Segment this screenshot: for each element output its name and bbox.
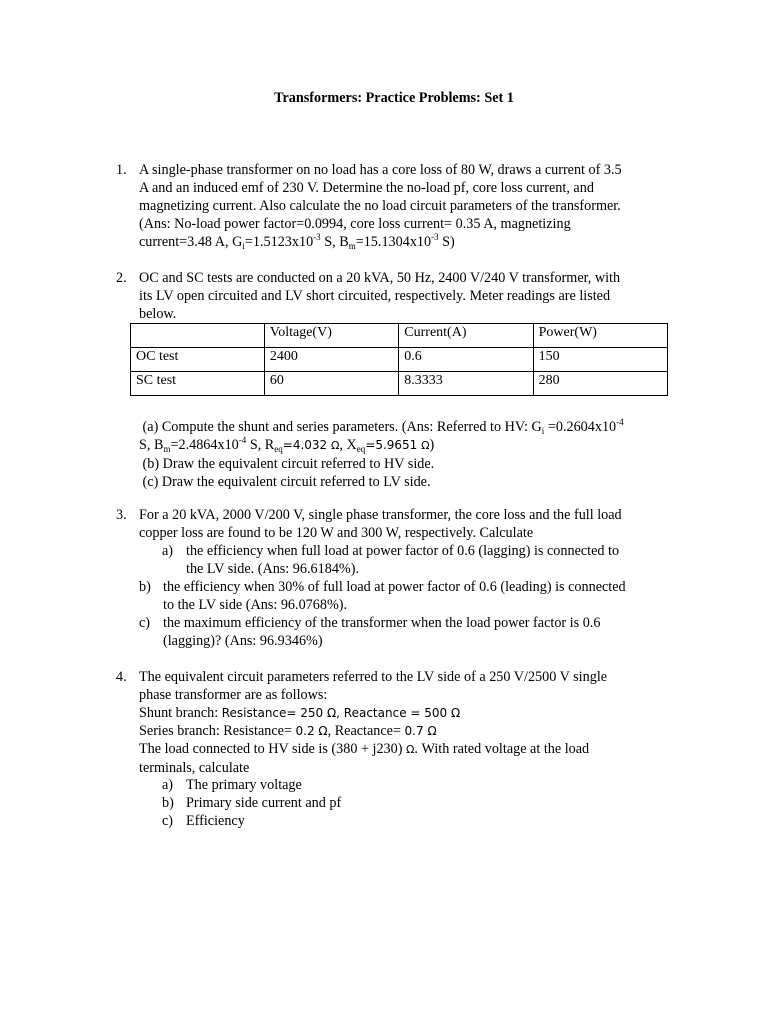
problem-2-parts (139, 418, 676, 491)
problem-number: 3. (116, 507, 127, 523)
problem-3-part-a: a) the efficiency when full load at power factor of 0.6 (lagging) is connected to the LV side. (Ans: 96.6184%). (162, 543, 620, 577)
ohm-symbol: Ω (421, 439, 430, 452)
table-cell: 8.3333 (399, 372, 533, 396)
ohm-symbol: Ω (406, 743, 415, 756)
problem-4-part-a: a) The primary voltage (162, 777, 302, 793)
problem-2-line-2: its LV open circuited and LV short circuited, respectively. Meter readings are listed (139, 288, 611, 304)
table-cell: 2400 (264, 348, 398, 372)
problem-2-line-1: OC and SC tests are conducted on a 20 kVA, 50 Hz, 2400 V/240 V transformer, with (139, 270, 621, 286)
table-cell: 150 (533, 348, 667, 372)
problem-4-part-b: b) Primary side current and pf (162, 795, 342, 811)
problem-4-series-branch: Series branch: Resistance= 0.2 Ω, Reactance= 0.7 Ω (139, 723, 437, 739)
problem-3-part-b: b) the efficiency when 30% of full load at power factor of 0.6 (leading) is connected to the LV side (Ans: 96.0768%). (139, 579, 626, 613)
problem-4-terminals-line: terminals, calculate (139, 760, 250, 776)
problem-4-shunt-branch: Shunt branch: Resistance= 250 Ω, Reactance = 500 Ω (139, 705, 461, 721)
problem-1 (116, 161, 676, 251)
table-header-row (131, 324, 668, 348)
problem-4-line-2: phase transformer are as follows: (139, 687, 328, 703)
table-header-cell (131, 324, 265, 348)
table-cell: 0.6 (399, 348, 533, 372)
table-row (131, 372, 668, 396)
ohm-symbol: Ω (331, 439, 340, 452)
problem-4-part-c: c) Efficiency (162, 813, 245, 829)
problem-3-part-c: c) the maximum efficiency of the transformer when the load power factor is 0.6 (lagging)? (Ans: 96.9346%) (139, 615, 601, 649)
problem-1-answer-line-2: current=3.48 A, $G_i=1.5123x10^{-3}$ S, $B_m=15.1304x10^{-3}$ S) (139, 232, 455, 251)
problem-1-answer-line-1: (Ans: No-load power factor=0.0994, core loss current= 0.35 A, magnetizing (139, 216, 571, 232)
problem-number: 1. (116, 162, 127, 178)
problem-1-line-1: A single-phase transformer on no load has a core loss of 80 W, draws a current of 3.5 (139, 162, 622, 178)
problem-2-part-b: (b) Draw the equivalent circuit referred to HV side. (142, 456, 435, 472)
table-cell: 60 (264, 372, 398, 396)
table-header-cell: Voltage(V) (264, 324, 398, 348)
problem-2-part-a-line-1: (a) Compute the shunt and series parameters. (Ans: Referred to HV: $G_i =0.2604x10^{-4}$ (142, 417, 624, 436)
table-cell: SC test (131, 372, 265, 396)
problem-2-line-3: below. (139, 306, 177, 322)
table-cell: OC test (131, 348, 265, 372)
table-row (131, 348, 668, 372)
table-cell: 280 (533, 372, 667, 396)
problem-4-line-1: The equivalent circuit parameters referred to the LV side of a 250 V/2500 V single (139, 669, 608, 685)
problem-2 (116, 269, 676, 323)
problem-4-load-line: The load connected to HV side is (380 + j230) Ω. With rated voltage at the load (139, 741, 590, 757)
test-readings-table (130, 323, 668, 396)
problem-number: 4. (116, 669, 127, 685)
problem-3-line-2: copper loss are found to be 120 W and 300 W, respectively. Calculate (139, 525, 534, 541)
page-title: Transformers: Practice Problems: Set 1 (274, 90, 514, 106)
problem-number: 2. (116, 270, 127, 286)
problem-3 (116, 506, 676, 542)
table-header-cell: Current(A) (399, 324, 533, 348)
problem-3-line-1: For a 20 kVA, 2000 V/200 V, single phase transformer, the core loss and the full load (139, 507, 622, 523)
problem-2-part-c: (c) Draw the equivalent circuit referred to LV side. (142, 474, 431, 490)
problem-1-line-3: magnetizing current. Also calculate the no load circuit parameters of the transformer. (139, 198, 621, 214)
table-header-cell: Power(W) (533, 324, 667, 348)
problem-1-line-2: A and an induced emf of 230 V. Determine the no-load pf, core loss current, and (139, 180, 594, 196)
problem-4 (116, 668, 676, 777)
problem-2-part-a-line-2: S, $B_m=2.4864x10^{-4}$ S, $R_{eq}=4.032$ Ω, $X_{eq}=5.9651$ Ω) (139, 435, 435, 454)
